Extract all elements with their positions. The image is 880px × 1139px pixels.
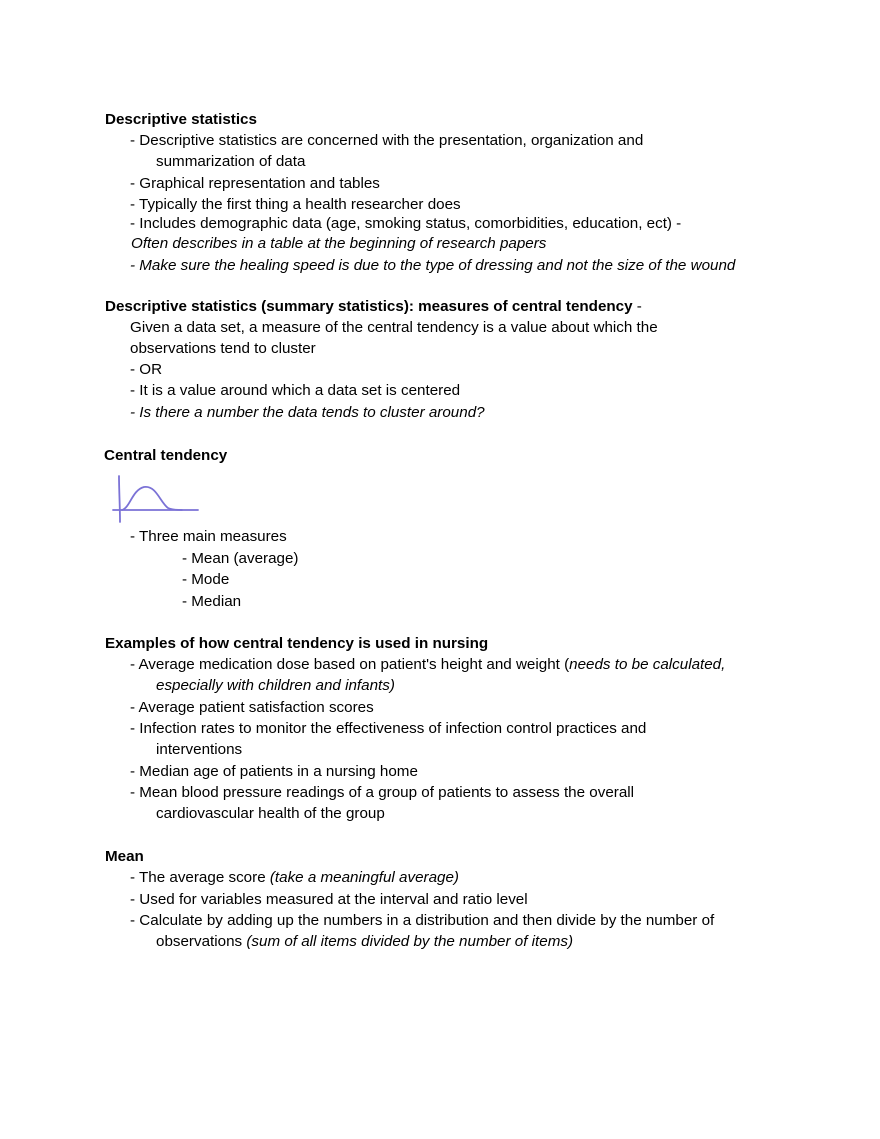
bullet-text: - Infection rates to monitor the effectiveness of infection control practices and <box>130 720 647 737</box>
bullet-text: - Includes demographic data (age, smoking status, comorbidities, education, ect) - <box>130 215 682 232</box>
section-heading-mean: Mean <box>105 848 144 865</box>
bullet-text: - Median age of patients in a nursing home <box>130 763 418 780</box>
italic-note: - Make sure the healing speed is due to the type of dressing and not the size of the wound <box>130 257 736 274</box>
italic-note: Often describes in a table at the beginning of research papers <box>131 235 547 252</box>
bullet-text-continued: cardiovascular health of the group <box>156 805 385 822</box>
bullet-text: - Used for variables measured at the interval and ratio level <box>130 891 528 908</box>
bullet-text-continued: especially with children and infants) <box>156 677 395 694</box>
bullet-text-continued <box>156 933 573 951</box>
bell-curve-sketch-icon <box>108 472 202 528</box>
bullet-text: - OR <box>130 361 163 378</box>
body-text: Given a data set, a measure of the central tendency is a value about which the <box>130 319 658 336</box>
bullet-text: - Average patient satisfaction scores <box>130 699 374 716</box>
bullet-text: - Descriptive statistics are concerned with the presentation, organization and <box>130 132 644 149</box>
bullet-text-italic: needs to be calculated, <box>569 656 726 673</box>
bullet-text <box>130 656 725 674</box>
sketch-y-axis <box>119 476 120 522</box>
sub-bullet-mode: - Mode <box>182 571 230 588</box>
italic-question: - Is there a number the data tends to cluster around? <box>130 404 485 421</box>
bullet-text <box>130 869 459 887</box>
bullet-text: - Mean blood pressure readings of a group of patients to assess the overall <box>130 784 635 801</box>
sub-bullet-median: - Median <box>182 593 242 610</box>
bullet-text-regular: - Average medication dose based on patient's height and weight ( <box>130 656 570 673</box>
bullet-text-italic: (take a meaningful average) <box>269 869 459 886</box>
bullet-text-regular: - The average score <box>130 869 270 886</box>
section-heading-measures-central-tendency <box>105 298 642 316</box>
bullet-text: - Graphical representation and tables <box>130 175 380 192</box>
bullet-text: - Three main measures <box>130 528 287 545</box>
bullet-text: - Typically the first thing a health researcher does <box>130 196 461 213</box>
section-heading-central-tendency: Central tendency <box>104 447 228 464</box>
heading-text: Descriptive statistics (summary statistics): measures of central tendency <box>105 298 633 315</box>
bullet-text-regular: observations <box>156 933 247 950</box>
bullet-text-italic: (sum of all items divided by the number of items) <box>246 933 574 950</box>
bullet-text-continued: summarization of data <box>156 153 306 170</box>
body-text-continued: observations tend to cluster <box>130 340 316 357</box>
section-heading-descriptive-statistics: Descriptive statistics <box>105 111 257 128</box>
bullet-text-continued: interventions <box>156 741 243 758</box>
sketch-curve <box>122 487 182 510</box>
sub-bullet-mean: - Mean (average) <box>182 550 299 567</box>
section-heading-nursing-examples: Examples of how central tendency is used in nursing <box>105 635 489 652</box>
heading-dash: - <box>632 298 642 315</box>
bullet-text: - It is a value around which a data set is centered <box>130 382 461 399</box>
bullet-text: - Calculate by adding up the numbers in a distribution and then divide by the number of <box>130 912 715 929</box>
